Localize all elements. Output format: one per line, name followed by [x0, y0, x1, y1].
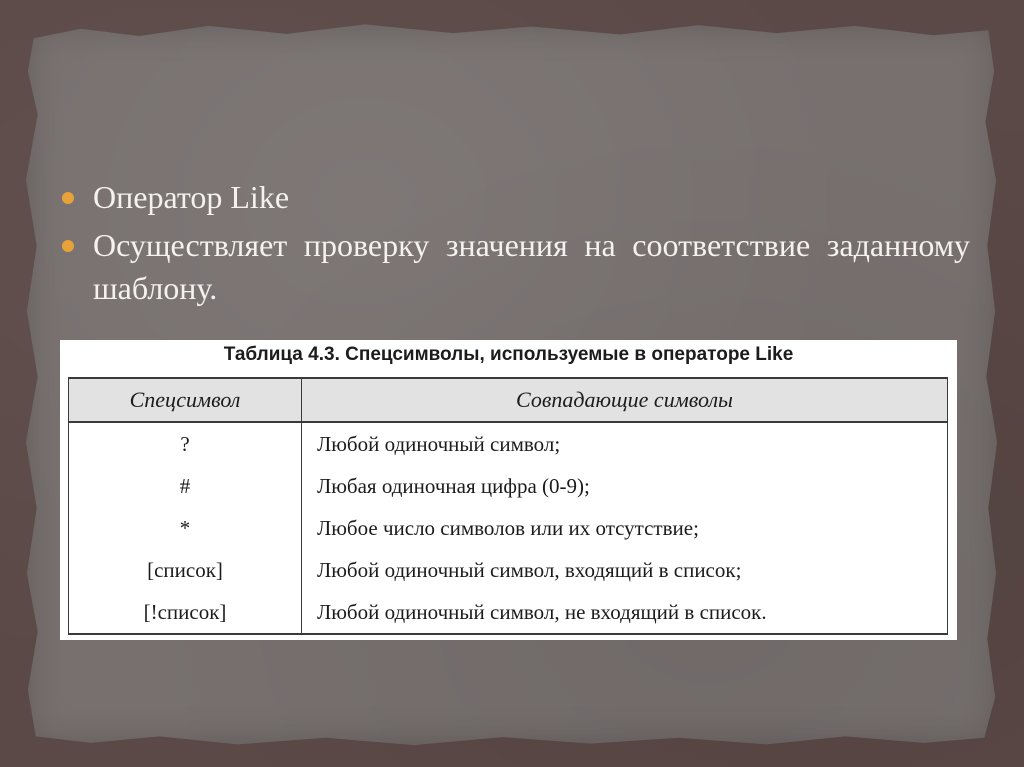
table-row: [69, 422, 948, 465]
bullet-dot-icon: [62, 240, 74, 252]
table-row: [69, 507, 948, 549]
bullet-list: [60, 176, 970, 315]
description-cell: Любой одиночный символ;: [302, 422, 948, 465]
symbol-cell: #: [69, 465, 302, 507]
description-cell: Любая одиночная цифра (0-9);: [302, 465, 948, 507]
table-image: [60, 340, 957, 640]
bullet-item: [60, 224, 970, 310]
special-characters-table: [68, 377, 948, 635]
description-cell: Любой одиночный символ, не входящий в список.: [302, 591, 948, 634]
table-row: [69, 465, 948, 507]
table-caption: Таблица 4.3. Спецсимволы, используемые в операторе Like: [223, 344, 794, 365]
table-header-row: [69, 378, 948, 422]
column-header-symbol: Спецсимвол: [69, 378, 302, 422]
bullet-text: Осуществляет проверку значения на соответствие заданному шаблону.: [93, 227, 970, 306]
description-cell: Любой одиночный символ, входящий в список;: [302, 549, 948, 591]
bullet-text: Оператор Like: [93, 179, 290, 215]
symbol-cell: *: [69, 507, 302, 549]
symbol-cell: ?: [69, 422, 302, 465]
symbol-cell: [!список]: [69, 591, 302, 634]
table-row: [69, 549, 948, 591]
table-row: [69, 591, 948, 634]
description-cell: Любое число символов или их отсутствие;: [302, 507, 948, 549]
column-header-matches: Совпадающие символы: [302, 378, 948, 422]
bullet-dot-icon: [62, 192, 74, 204]
bullet-item: [60, 176, 970, 219]
symbol-cell: [список]: [69, 549, 302, 591]
